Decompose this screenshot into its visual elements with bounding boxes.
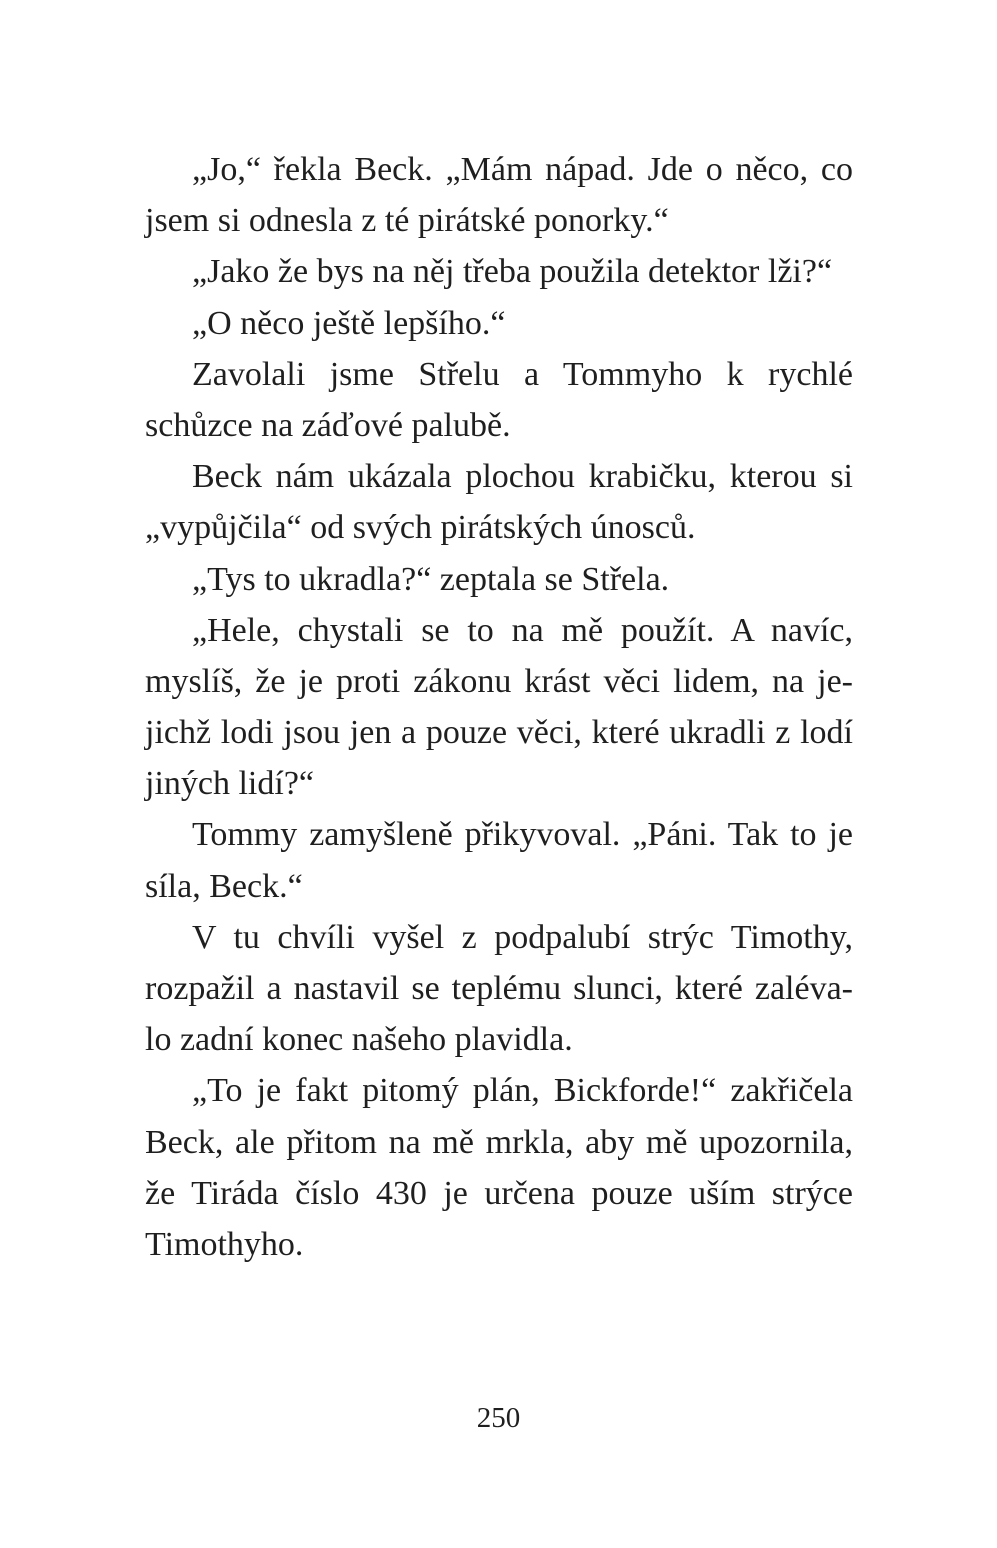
text-line: myslíš, že je proti zákonu krást věci lidem, na je-: [145, 662, 853, 700]
page-number: 250: [476, 1402, 521, 1434]
text-line: „To je fakt pitomý plán, Bickforde!“ zakřičela: [192, 1072, 853, 1110]
page-body-text: [145, 144, 853, 1270]
text-line: síla, Beck.“: [145, 867, 303, 905]
text-line: že Tiráda číslo 430 je určena pouze uším strýce: [145, 1174, 853, 1212]
text-line: „vypůjčila“ od svých pirátských únosců.: [145, 509, 696, 547]
text-line: „O něco ještě lepšího.“: [192, 304, 506, 342]
text-line: Zavolali jsme Střelu a Tommyho k rychlé: [192, 355, 853, 393]
text-line: jsem si odnesla z té pirátské ponorky.“: [145, 202, 669, 240]
text-line: Beck, ale přitom na mě mrkla, aby mě upozornila,: [145, 1123, 853, 1161]
text-line: schůzce na záďové palubě.: [145, 406, 511, 444]
text-line: Tommy zamyšleně přikyvoval. „Páni. Tak to je: [192, 816, 853, 854]
text-line: „Hele, chystali se to na mě použít. A navíc,: [192, 611, 853, 649]
text-line: V tu chvíli vyšel z podpalubí strýc Timothy,: [192, 918, 853, 956]
text-line: lo zadní konec našeho plavidla.: [145, 1021, 573, 1059]
text-line: jiných lidí?“: [145, 765, 315, 803]
text-line: „Jo,“ řekla Beck. „Mám nápad. Jde o něco, co: [192, 151, 853, 188]
text-line: Beck nám ukázala plochou krabičku, kterou si: [192, 458, 853, 496]
text-line: rozpažil a nastavil se teplému slunci, které zaléva-: [145, 970, 853, 1007]
text-line: jichž lodi jsou jen a pouze věci, které ukradli z lodí: [145, 714, 853, 752]
text-line: „Tys to ukradla?“ zeptala se Střela.: [192, 560, 670, 598]
text-line: Timothyho.: [145, 1225, 304, 1263]
text-line: „Jako že bys na něj třeba použila detektor lži?“: [192, 253, 833, 291]
